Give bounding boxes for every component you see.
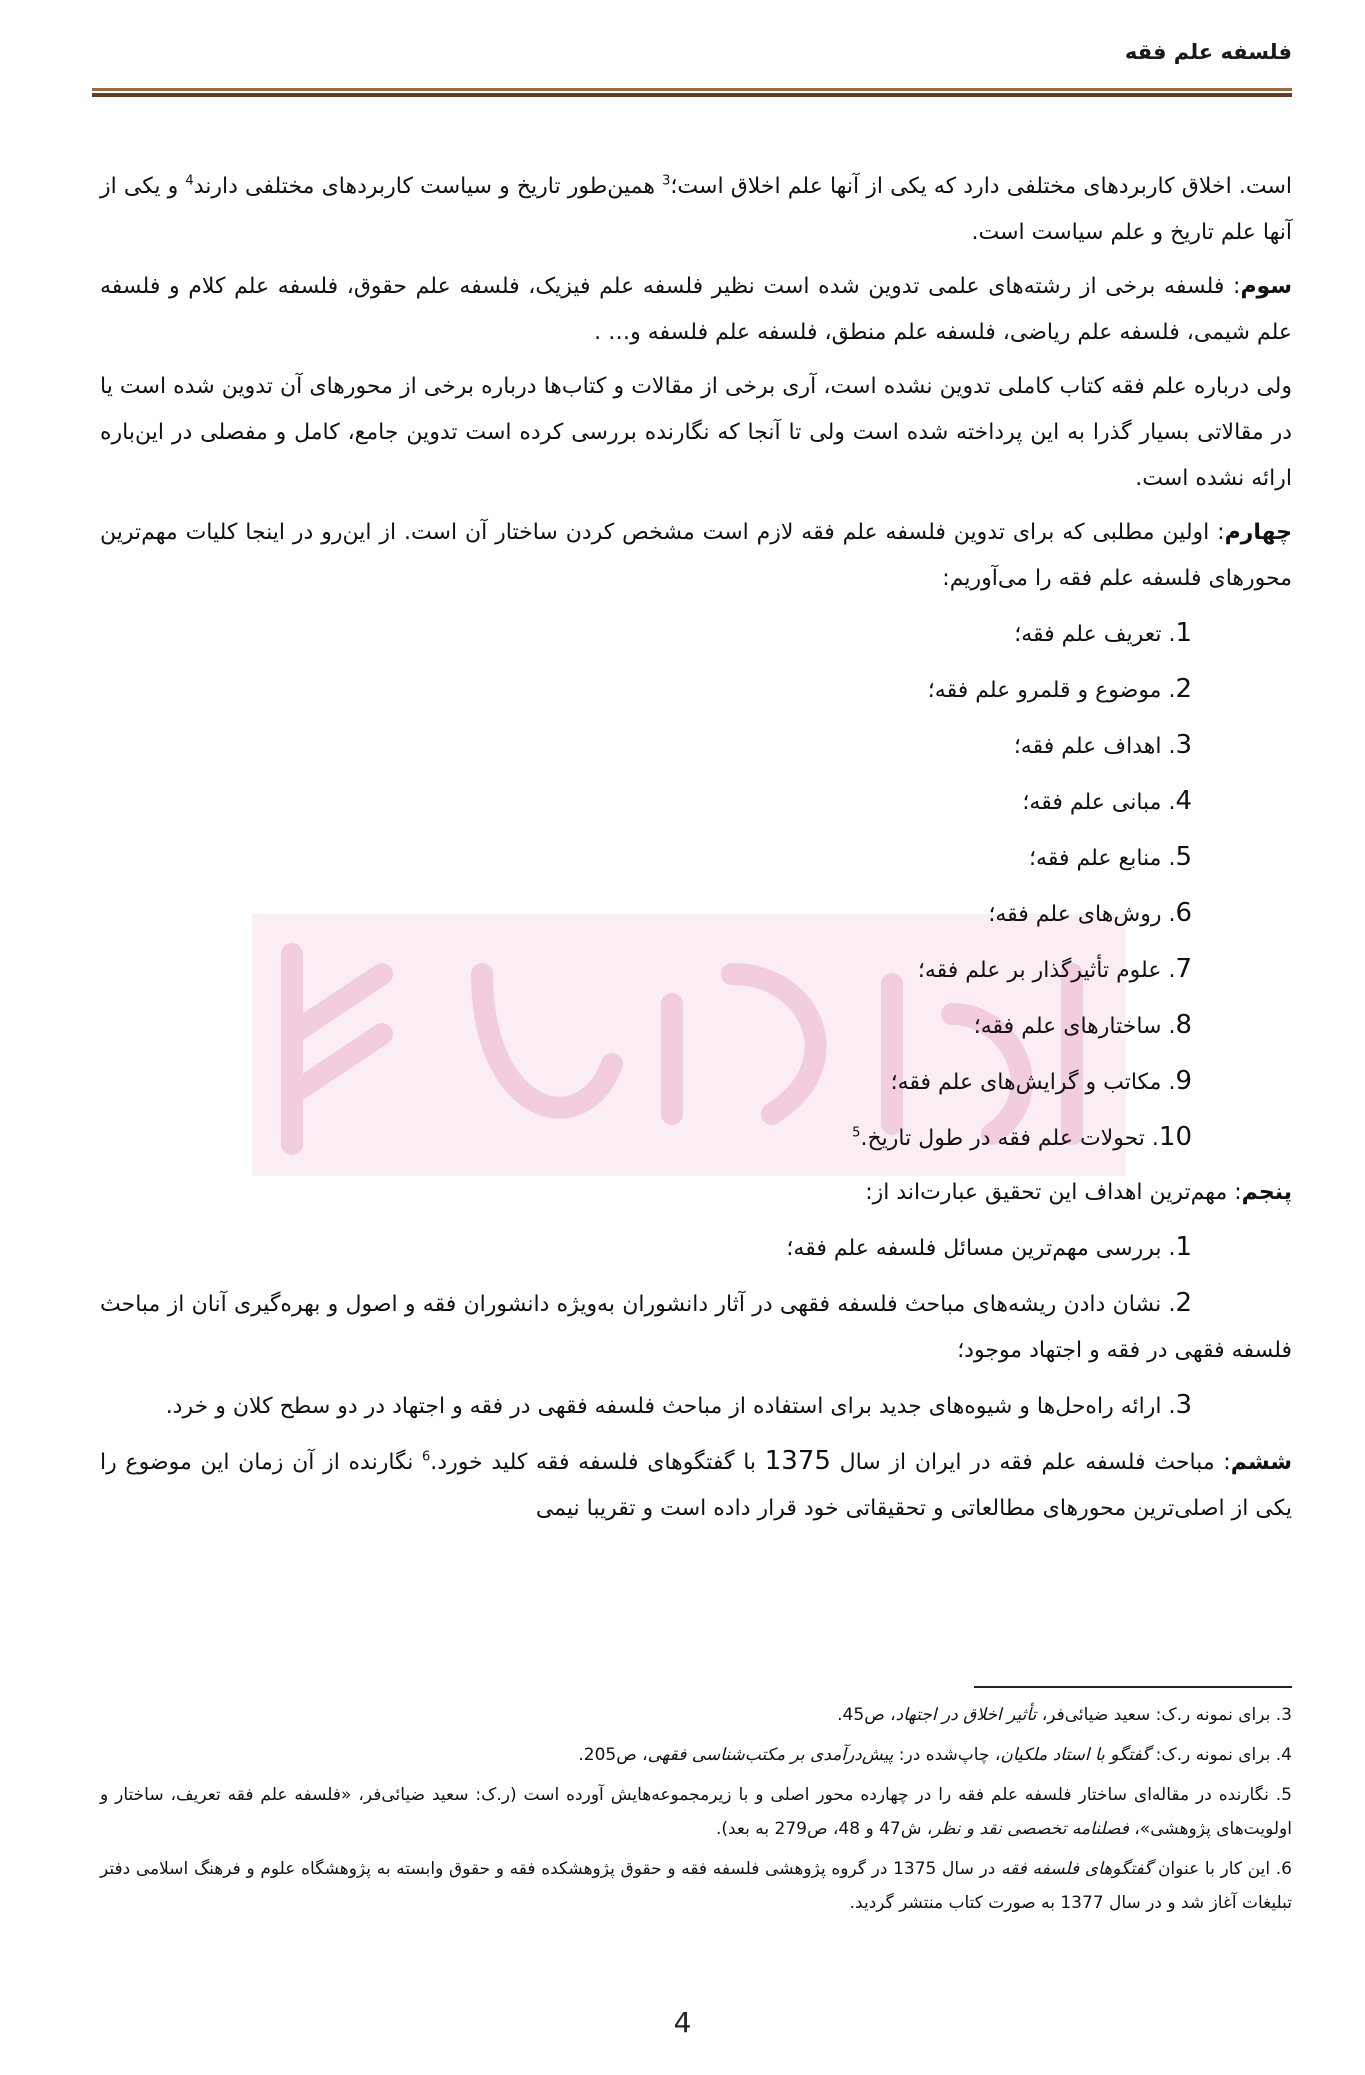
header-rule — [92, 88, 1292, 97]
text-run: همین‌طور تاریخ و سیاست کاربردهای مختلفی دارند — [193, 174, 663, 199]
list-text: . روش‌های علم فقه؛ — [988, 902, 1176, 927]
citation-title: گفتگوهای فلسفه فقه — [1000, 1859, 1153, 1879]
list-number: 6 — [1175, 898, 1192, 928]
text-run: با گفتگوهای فلسفه فقه کلید خورد. — [430, 1450, 765, 1475]
footnotes — [100, 1698, 1292, 1926]
list-item — [100, 722, 1292, 770]
section-label-sixth: ششم — [1230, 1450, 1292, 1475]
paragraph-no-book: ولی درباره علم فقه کتاب کاملی تدوین نشده است، آری برخی از مقالات و کتاب‌ها درباره برخی از محورهای آن تدوین شده است یا در مقالاتی بسیار گذرا به این پرداخته شده است ولی تا آنجا که نگارنده بررسی کرده است تدوین جامع، کامل و مفصلی در این‌باره ارائه نشده است. — [100, 374, 1292, 491]
paragraph-third — [100, 264, 1292, 356]
paragraph-fifth — [100, 1170, 1292, 1216]
list-text: . مکاتب و گرایش‌های علم فقه؛ — [890, 1070, 1176, 1095]
axes-list — [100, 610, 1292, 1162]
text-run: ، ص205. — [578, 1745, 648, 1765]
list-item — [100, 1002, 1292, 1050]
footnote-ref-5[interactable]: 5 — [852, 1125, 861, 1141]
footnote-5 — [100, 1778, 1292, 1846]
list-number: 8 — [1175, 1010, 1192, 1040]
list-number: 7 — [1175, 954, 1192, 984]
list-text: . بررسی مهم‌ترین مسائل فلسفه علم فقه؛ — [786, 1236, 1176, 1261]
list-number: 9 — [1175, 1066, 1192, 1096]
text-run: : مهم‌ترین اهداف این تحقیق عبارت‌اند از: — [865, 1180, 1242, 1205]
list-number: 2 — [1175, 1288, 1192, 1318]
goals-list — [100, 1224, 1292, 1430]
text-run: و یکی از آنها علم تاریخ و علم سیاست است. — [100, 174, 1292, 245]
list-item — [100, 778, 1292, 826]
list-number: 1 — [1175, 618, 1192, 648]
text-run: . نگارنده در مقاله‌ای ساختار فلسفه علم فقه را در چهارده محور اصلی و با زیرمجموعه‌هایش آورده است (ر.ک: سعید ضیائی‌فر، «فلسفه علم فقه تعریف، ساختار و اولویت‌های پژوهشی»، — [100, 1785, 1292, 1839]
text-run: . این کار با عنوان — [1152, 1859, 1282, 1879]
footnote-ref-3[interactable]: 3 — [662, 173, 671, 189]
text-run: . برای نمونه ر.ک: سعید ضیائی‌فر، — [1036, 1705, 1282, 1725]
text-run: : اولین مطلبی که برای تدوین فلسفه علم فقه لازم است مشخص کردن ساختار آن است. از این‌رو در اینجا کلیات مهم‌ترین محورهای فلسفه علم فقه را می‌آوریم: — [100, 520, 1292, 591]
list-item — [100, 1114, 1292, 1162]
list-text: . اهداف علم فقه؛ — [1013, 734, 1176, 759]
footnote-separator — [974, 1686, 1292, 1688]
citation-title: گفتگو با استاد ملکیان — [1000, 1745, 1151, 1765]
footnote-number: 3 — [1281, 1705, 1292, 1725]
text-run: نگارنده از آن زمان این موضوع را یکی از اصلی‌ترین محورهای مطالعاتی و تحقیقاتی خود قرار داده است و تقریبا نیمی — [100, 1450, 1292, 1521]
list-text: . موضوع و قلمرو علم فقه؛ — [927, 678, 1176, 703]
list-number: 4 — [1175, 786, 1192, 816]
list-item — [100, 834, 1292, 882]
paragraph-intro — [100, 164, 1292, 256]
list-item — [100, 1224, 1292, 1272]
list-text: . منابع علم فقه؛ — [1029, 846, 1176, 871]
text-run: در سال 1375 در گروه پژوهشی فلسفه فقه و حقوق پژوهشکده فقه و حقوق وابسته به پژوهشگاه علوم و فرهنگ اسلامی دفتر تبلیغات آغاز شد و در سال 1377 به صورت کتاب منتشر گردید. — [100, 1859, 1292, 1913]
list-text: . ساختارهای علم فقه؛ — [973, 1014, 1176, 1039]
list-text: . تحولات علم فقه در طول تاریخ. — [860, 1126, 1159, 1151]
section-label-third: سوم — [1240, 274, 1292, 299]
list-item — [100, 946, 1292, 994]
page-number: 4 — [673, 2006, 692, 2039]
footnote-ref-4[interactable]: 4 — [185, 173, 194, 189]
list-text: . مبانی علم فقه؛ — [1022, 790, 1176, 815]
footnote-ref-6[interactable]: 6 — [422, 1449, 431, 1465]
text-run: : فلسفه برخی از رشته‌های علمی تدوین شده است نظیر فلسفه علم فیزیک، فلسفه علم حقوق، فلسفه علم کلام و فلسفه علم شیمی، فلسفه علم ریاضی، فلسفه علم منطق، فلسفه علم فلسفه و… . — [100, 274, 1292, 345]
footnote-number: 5 — [1281, 1785, 1292, 1805]
list-number: 3 — [1175, 730, 1192, 760]
footnote-number: 6 — [1281, 1859, 1292, 1879]
list-number: 1 — [1175, 1232, 1192, 1262]
text-run: ، ش47 و 48، ص279 به بعد). — [715, 1819, 933, 1839]
list-text: . علوم تأثیرگذار بر علم فقه؛ — [917, 958, 1176, 983]
list-item — [100, 666, 1292, 714]
text-run: ، ص45. — [837, 1705, 896, 1725]
list-item — [100, 890, 1292, 938]
list-number: 3 — [1175, 1390, 1192, 1420]
list-number: 10 — [1158, 1122, 1192, 1152]
year-value: 1375 — [764, 1446, 831, 1476]
citation-title: پیش‌درآمدی بر مکتب‌شناسی فقهی — [647, 1745, 894, 1765]
paragraph-fourth — [100, 510, 1292, 602]
list-text: . ارائه راه‌حل‌ها و شیوه‌های جدید برای استفاده از مباحث فلسفه فقهی در فقه و اجتهاد در دو سطح کلان و خرد. — [165, 1394, 1176, 1419]
list-text: . نشان دادن ریشه‌های مباحث فلسفه فقهی در آثار دانشوران به‌ویژه دانشوران فقه و اصول و بهره‌گیری آنان از مباحث فلسفه فقهی در فقه و اجتهاد موجود؛ — [100, 1292, 1292, 1363]
text-run: . برای نمونه ر.ک: — [1150, 1745, 1282, 1765]
text-run: : مباحث فلسفه علم فقه در ایران از سال — [830, 1450, 1231, 1475]
list-item — [100, 1280, 1292, 1374]
list-item — [100, 610, 1292, 658]
running-header-title: فلسفه علم فقه — [1124, 40, 1292, 64]
list-item — [100, 1058, 1292, 1106]
text-run: ، چاپ‌شده در: — [893, 1745, 1001, 1765]
main-text — [100, 164, 1292, 1540]
section-label-fifth: پنجم — [1241, 1180, 1292, 1205]
list-number: 5 — [1175, 842, 1192, 872]
list-text: . تعریف علم فقه؛ — [1014, 622, 1176, 647]
footnote-number: 4 — [1281, 1745, 1292, 1765]
section-label-fourth: چهارم — [1224, 520, 1292, 545]
footnote-4 — [100, 1738, 1292, 1772]
text-run: است. اخلاق کاربردهای مختلفی دارد که یکی از آنها علم اخلاق است؛ — [670, 174, 1293, 199]
citation-title: تأثیر اخلاق در اجتهاد — [895, 1705, 1037, 1725]
paragraph-sixth — [100, 1438, 1292, 1532]
footnote-3 — [100, 1698, 1292, 1732]
citation-title: فصلنامه تخصصی نقد و نظر — [932, 1819, 1129, 1839]
list-number: 2 — [1175, 674, 1192, 704]
list-item — [100, 1382, 1292, 1430]
footnote-6 — [100, 1852, 1292, 1920]
